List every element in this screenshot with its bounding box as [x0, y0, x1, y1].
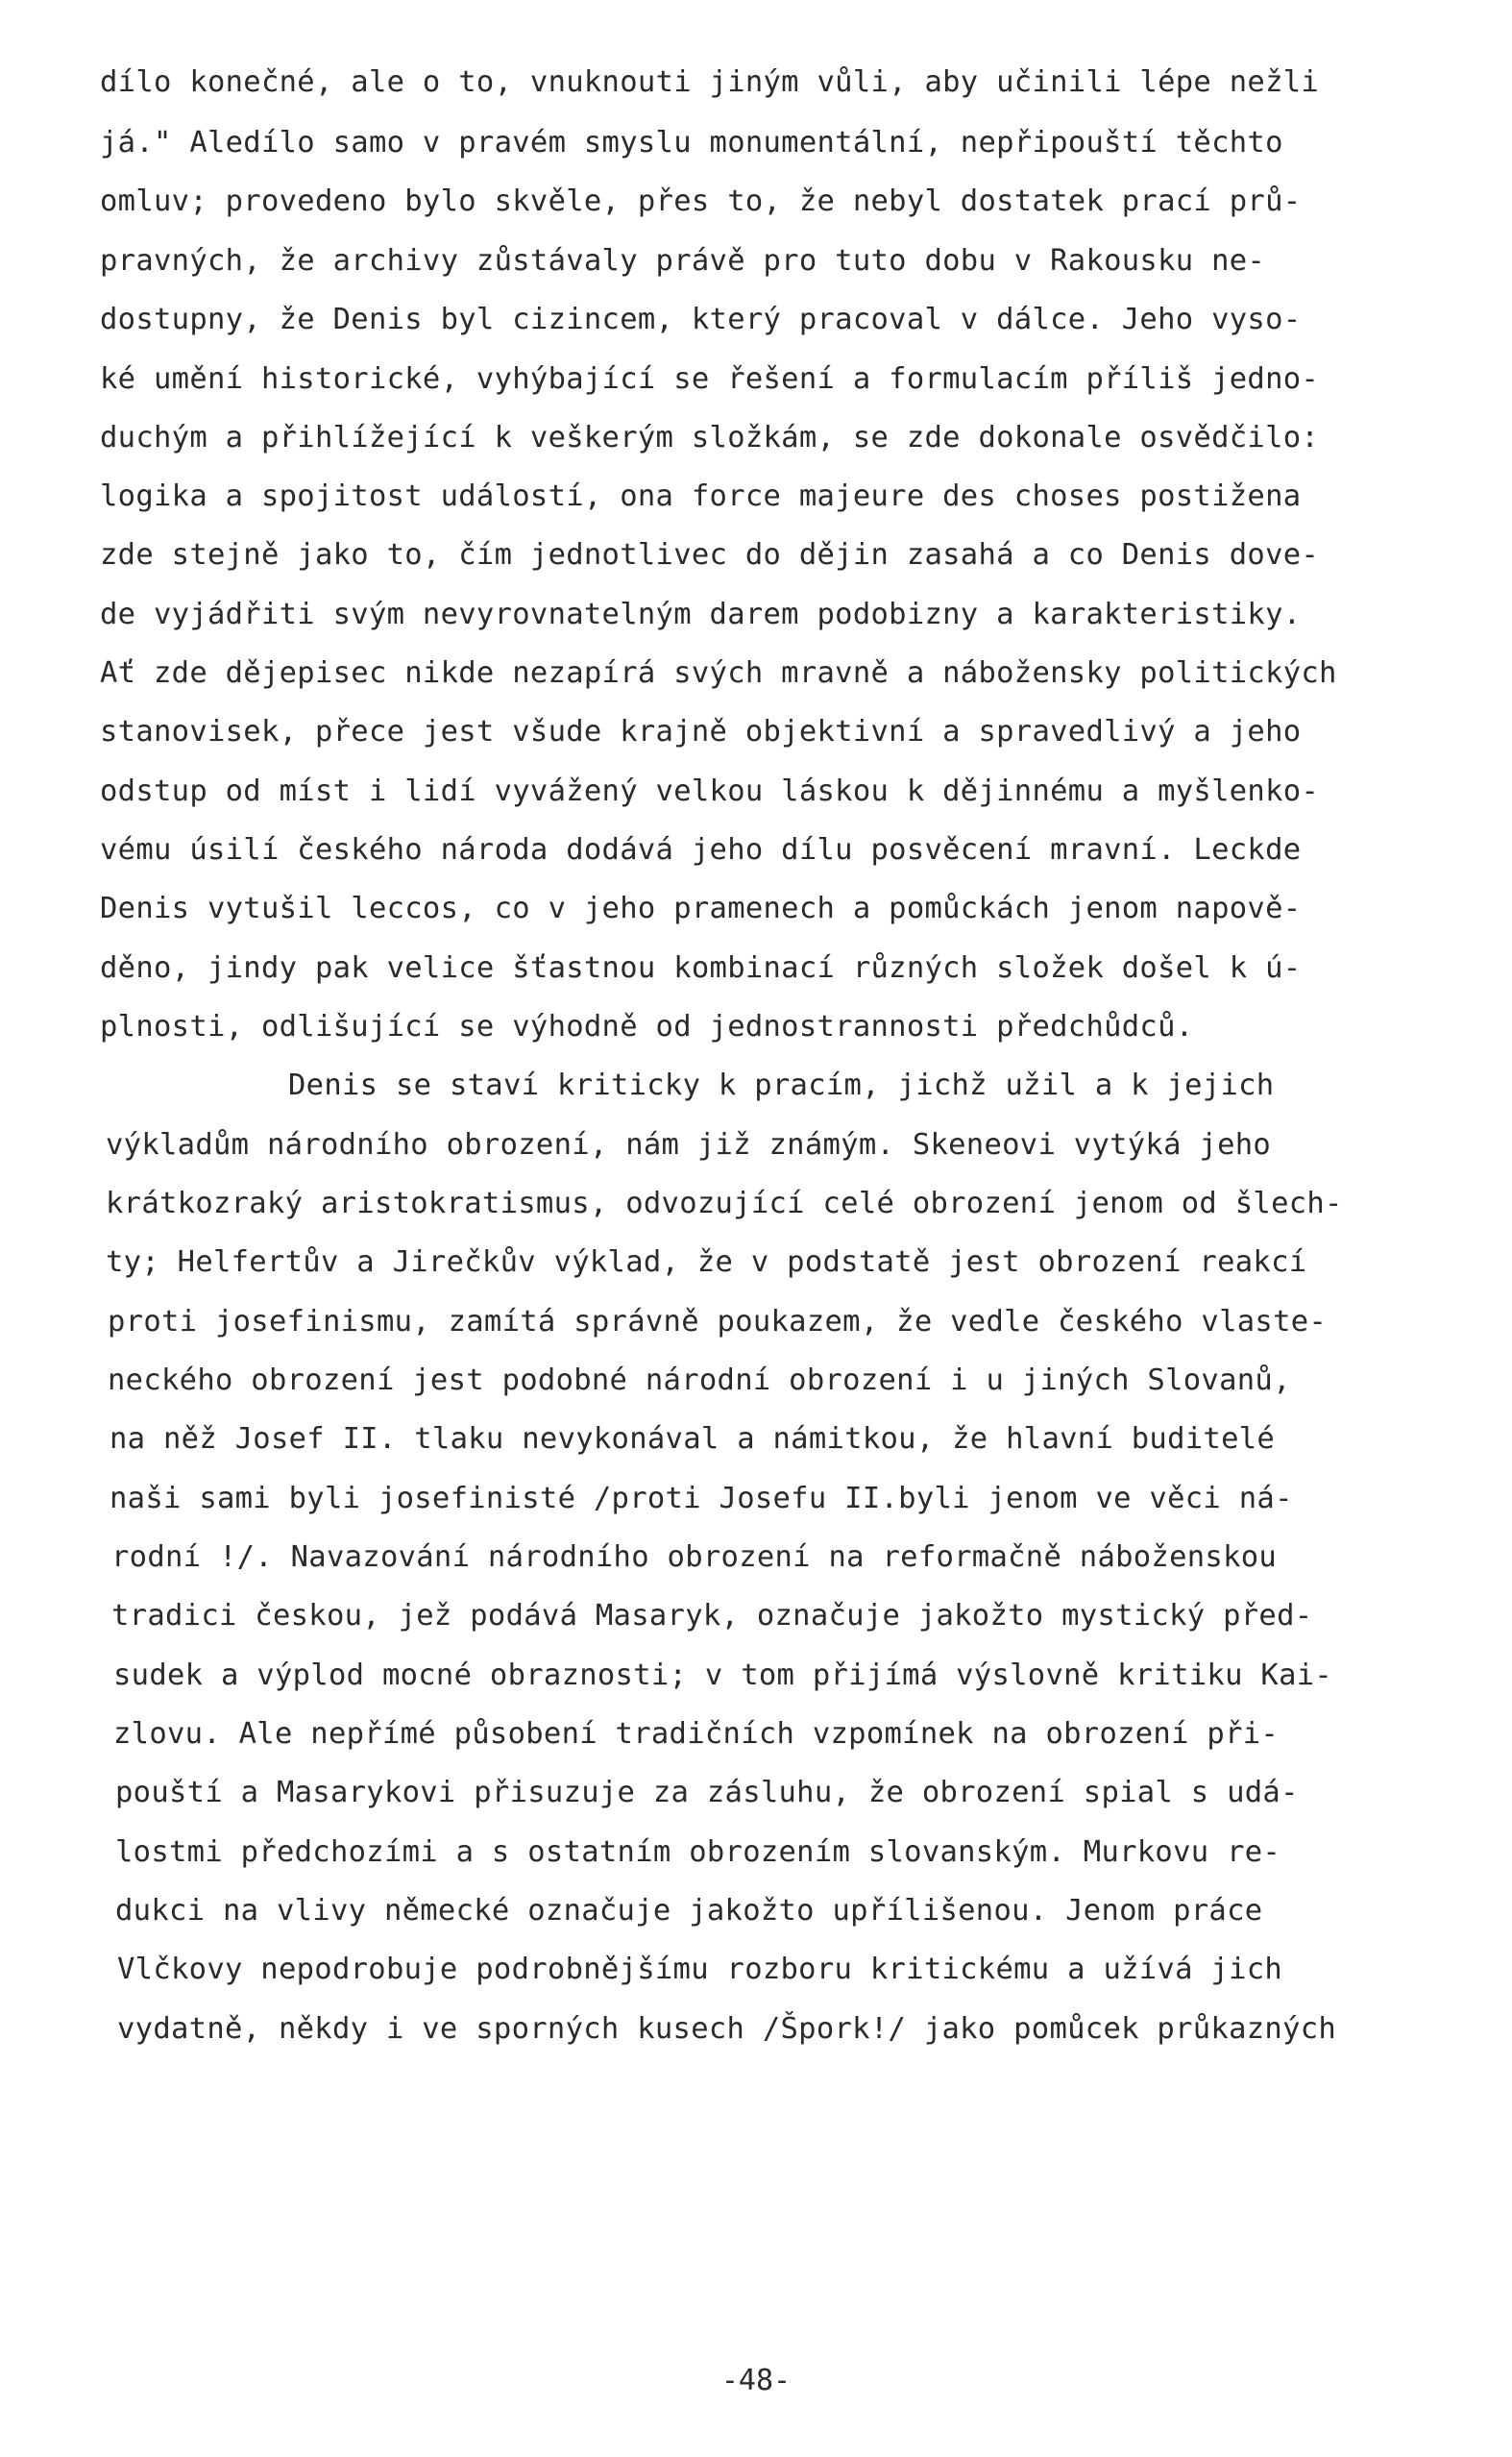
text-line: odstup od míst i lidí vyvážený velkou láskou k dějinnému a myšlenko-: [100, 774, 1320, 808]
text-line: Vlčkovy nepodrobuje podrobnějšímu rozboru kritickému a užívá jich: [117, 1953, 1283, 1986]
text-line: Denis vytušil leccos, co v jeho pramenech a pomůckách jenom napově-: [100, 892, 1302, 925]
text-line: dostupny, že Denis byl cizincem, který pracoval v dálce. Jeho vyso-: [100, 303, 1302, 336]
text-line: výkladům národního obrození, nám již známým. Skeneovi vytýká jeho: [106, 1128, 1272, 1162]
text-line: naši sami byli josefinisté /proti Josefu II.byli jenom ve věci ná-: [110, 1482, 1293, 1515]
text-line: duchým a přihlížející k veškerým složkám, se zde dokonale osvědčilo:: [100, 421, 1320, 455]
page-number: -48-: [720, 2364, 792, 2397]
text-line: pravných, že archivy zůstávaly právě pro tuto dobu v Rakousku ne-: [100, 244, 1266, 278]
text-line: neckého obrození jest podobné národní obrození i u jiných Slovanů,: [108, 1364, 1291, 1397]
text-line: na něž Josef II. tlaku nevykonával a námitkou, že hlavní buditelé: [110, 1422, 1276, 1456]
text-line: logika a spojitost událostí, ona force majeure des choses postižena: [100, 479, 1302, 513]
text-line: dukci na vlivy německé označuje jakožto upřílišenou. Jenom práce: [115, 1894, 1263, 1928]
text-line: Ať zde dějepisec nikde nezapírá svých mravně a nábožensky politických: [100, 656, 1337, 690]
text-line: ké umění historické, vyhýbající se řešení a formulacím příliš jedno-: [100, 362, 1320, 396]
text-line: krátkozraký aristokratismus, odvozující celé obrození jenom od šlech-: [106, 1187, 1343, 1220]
text-line: rodní !/. Navazování národního obrození na reformačně náboženskou: [111, 1540, 1278, 1574]
text-line: zlovu. Ale nepřímé působení tradičních vzpomínek na obrození při-: [113, 1717, 1280, 1751]
text-line: sudek a výplod mocné obraznosti; v tom přijímá výslovně kritiku Kai-: [113, 1658, 1333, 1692]
text-line: vému úsilí českého národa dodává jeho dílu posvěcení mravní. Leckde: [100, 833, 1302, 867]
text-line: omluv; provedeno bylo skvěle, přes to, že nebyl dostatek prací prů-: [100, 184, 1302, 218]
text-line: lostmi předchozími a s ostatním obrozením slovanským. Murkovu re-: [115, 1835, 1281, 1869]
text-line: stanovisek, přece jest všude krajně objektivní a spravedlivý a jeho: [100, 715, 1302, 749]
text-line: ty; Helfertův a Jirečkův výklad, že v podstatě jest obrození reakcí: [106, 1245, 1307, 1279]
text-line: pouští a Masarykovi přisuzuje za zásluhu, že obrození spial s udá-: [115, 1776, 1299, 1809]
text-line: zde stejně jako to, čím jednotlivec do dějin zasahá a co Denis dove-: [100, 538, 1320, 572]
text-line: dílo konečné, ale o to, vnuknouti jiným vůli, aby učinili lépe nežli: [100, 65, 1320, 99]
text-line: proti josefinismu, zamítá správně poukazem, že vedle českého vlaste-: [108, 1305, 1328, 1339]
text-line: tradici českou, jež podává Masaryk, označuje jakožto mystický před-: [111, 1599, 1313, 1633]
text-line: Denis se staví kriticky k pracím, jichž užil a k jejich: [288, 1069, 1275, 1102]
text-line: de vyjádřiti svým nevyrovnatelným darem podobizny a karakteristiky.: [100, 598, 1302, 631]
text-line: plnosti, odlišující se výhodně od jednostrannosti předchůdců.: [100, 1010, 1194, 1044]
text-line: děno, jindy pak velice šťastnou kombinací různých složek došel k ú-: [100, 951, 1302, 985]
text-line: vydatně, někdy i ve sporných kusech /Špork!/ jako pomůcek průkazných: [117, 2012, 1337, 2046]
text-line: já." Aledílo samo v pravém smyslu monumentální, nepřipouští těchto: [100, 126, 1283, 160]
